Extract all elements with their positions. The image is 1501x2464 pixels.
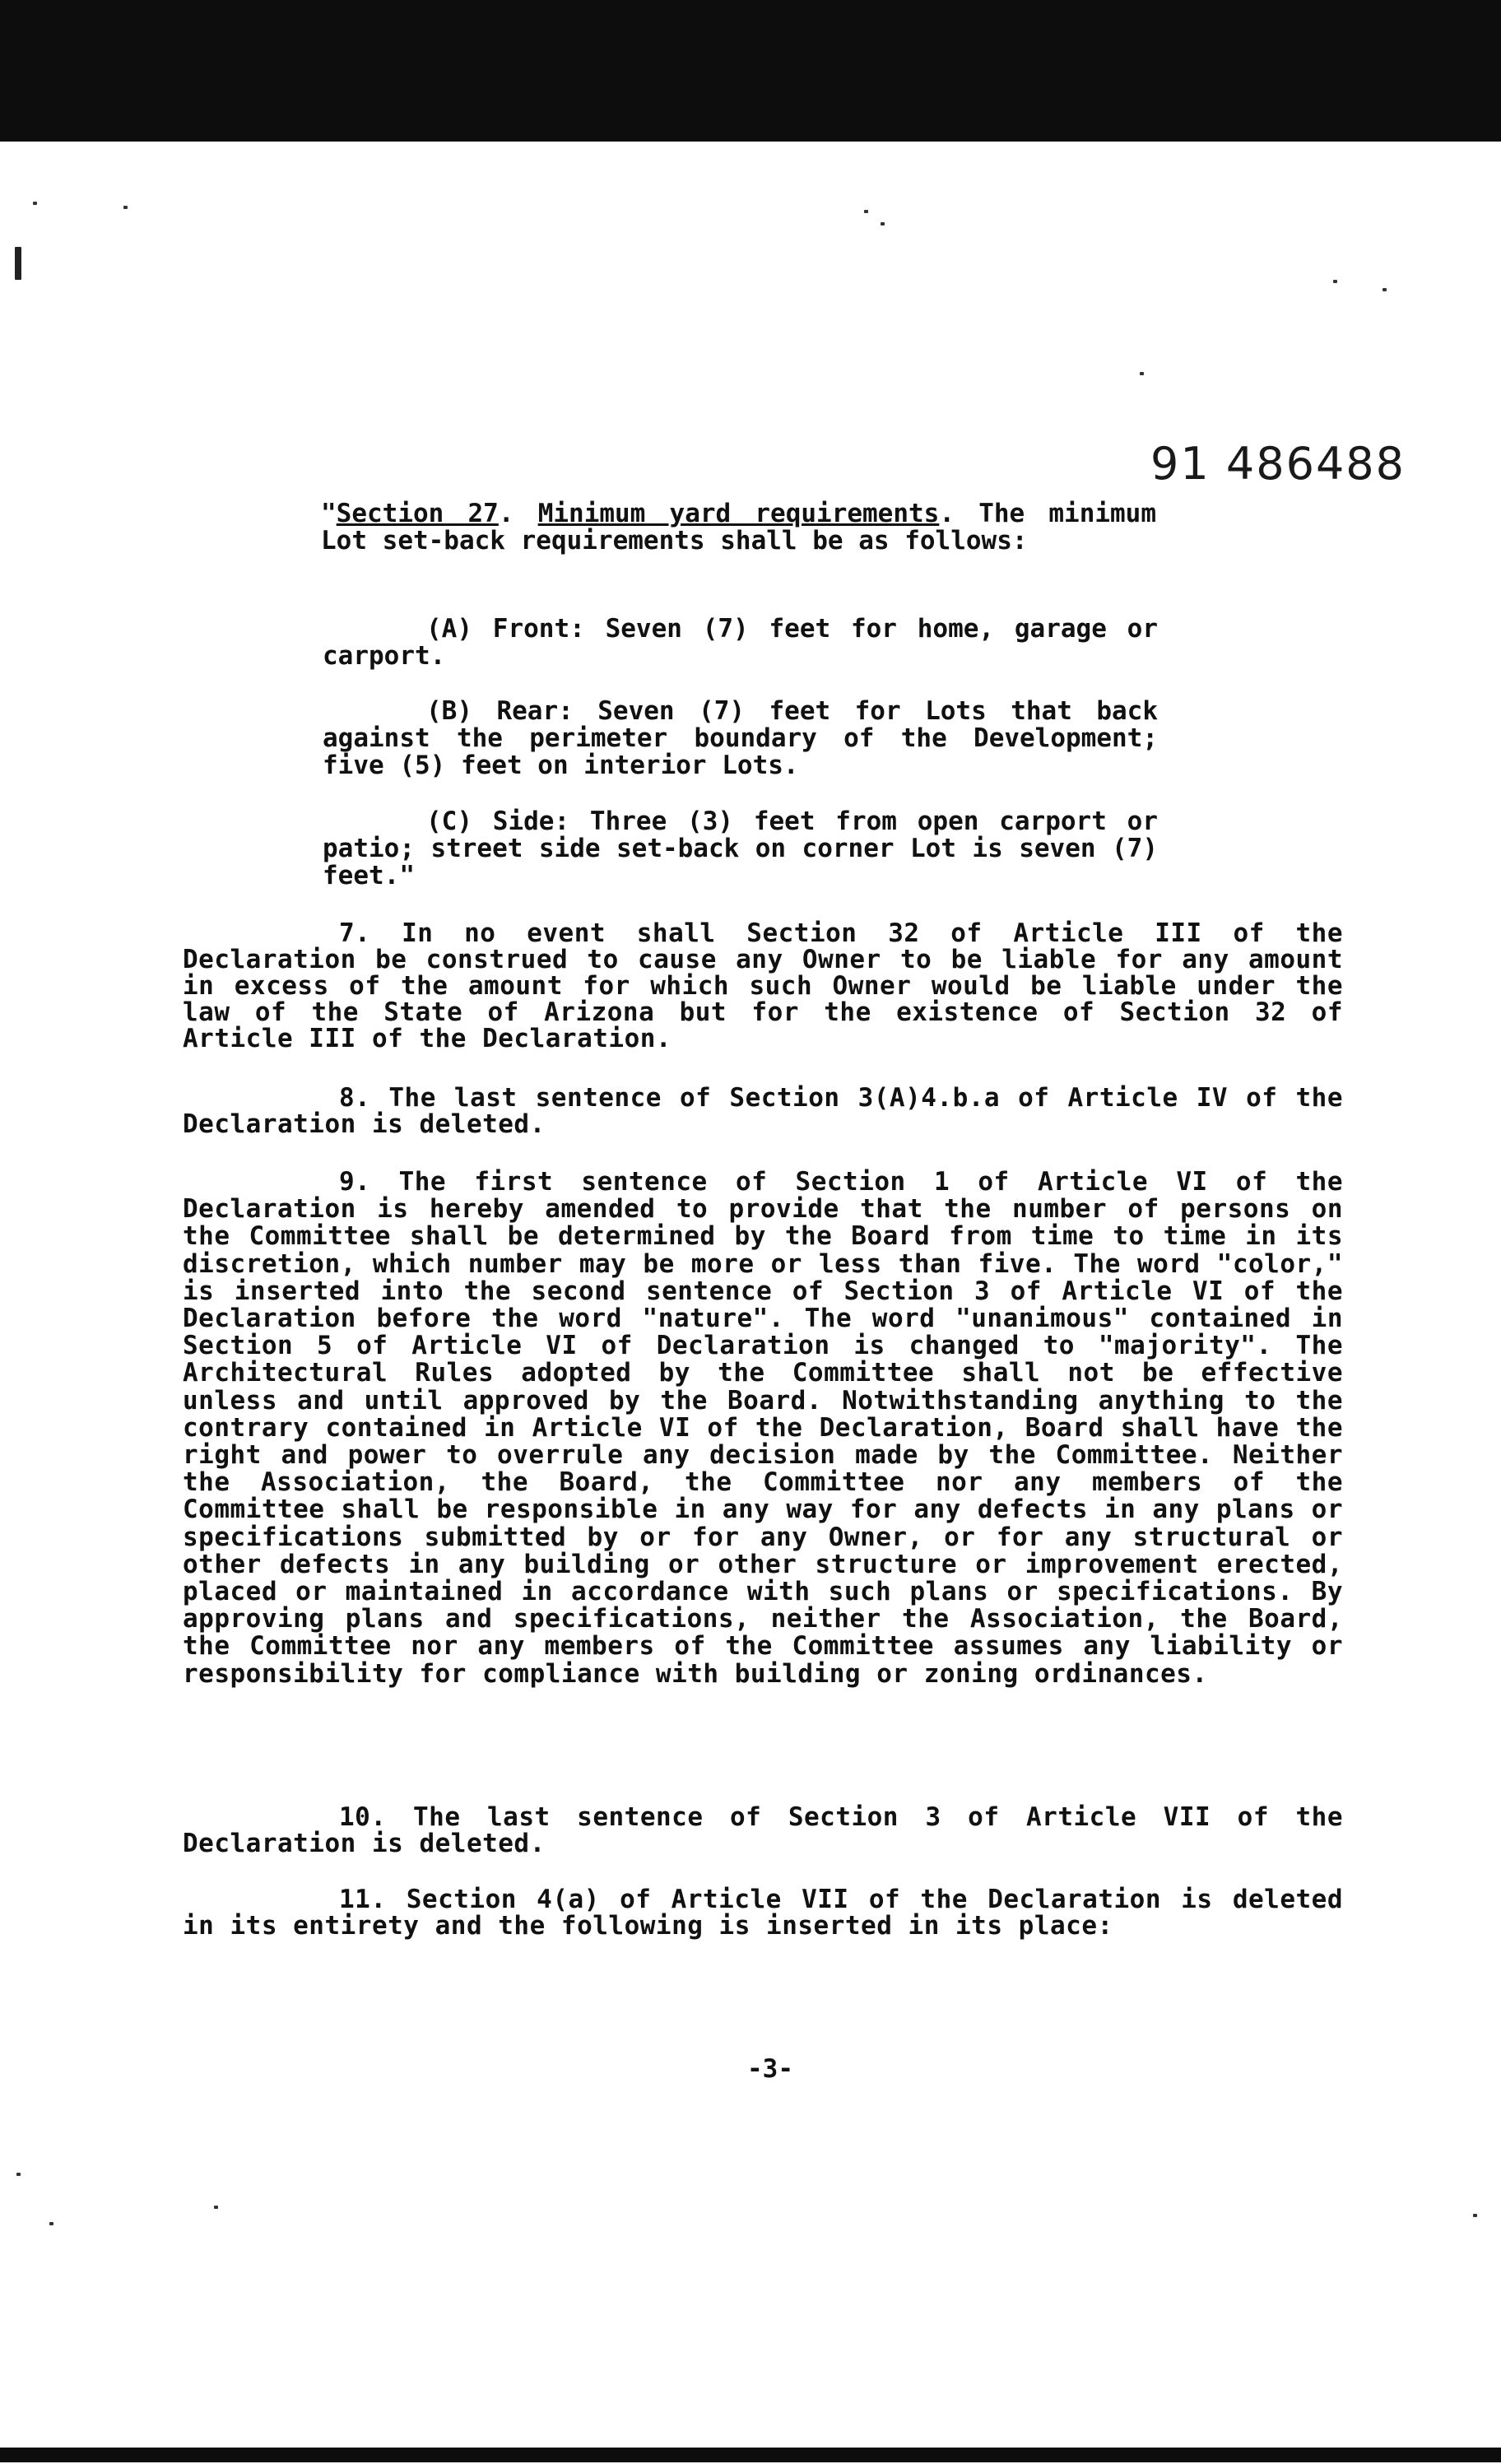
item-b: (B) Rear: Seven (7) feet for Lots that back against the perimeter boundary of the Development; five (5) feet on interior Lots.: [323, 696, 1158, 780]
scan-speck: [1382, 288, 1387, 291]
scan-speck: [1140, 372, 1144, 375]
heading-rest: . The minimum Lot set-back requirements shall be as follows:: [321, 499, 1157, 556]
scan-speck: [123, 206, 128, 209]
paragraph-8: 8. The last sentence of Section 3(A)4.b.a of Article IV of the Declaration is deleted.: [183, 1083, 1343, 1139]
paragraph-11: 11. Section 4(a) of Article VII of the Declaration is deleted in its entirety and the following is inserted in its place:: [183, 1885, 1343, 1941]
scan-speck: [1333, 280, 1337, 283]
scan-speck: [881, 222, 885, 225]
heading-quote: ": [321, 499, 337, 528]
item-a: (A) Front: Seven (7) feet for home, garage or carport.: [323, 614, 1158, 671]
item-c: (C) Side: Three (3) feet from open carport or patio; street side set-back on corner Lot is seven (7) feet.": [323, 807, 1158, 890]
scan-speck: [33, 202, 37, 205]
paragraph-10: 10. The last sentence of Section 3 of Article VII of the Declaration is deleted.: [183, 1802, 1343, 1858]
section-27-heading: [321, 500, 1156, 555]
paragraph-9: 9. The first sentence of Section 1 of Article VI of the Declaration is hereby amended to provide that the number of persons on the Committee shall be determined by the Board from time to time in its discretion, which number may be more or less than five. The word "color," is inserted into the second sentence of Section 3 of Article VI of the Declaration before the word "nature". The word "unanimous" contained in Section 5 of Article VI of Declaration is changed to "majority". The Architectural Rules adopted by the Committee shall not be effective unless and until approved by the Board. Notwithstanding anything to the contrary contained in Article VI of the Declaration, Board shall have the right and power to overrule any decision made by the Committee. Neither the Association, the Board, the Committee nor any members of the Committee shall be responsible in any way for any defects in any plans or specifications submitted by or for any Owner, or for any structural or other defects in any building or other structure or improvement erected, placed or maintained in accordance with such plans or specifications. By approving plans and specifications, neither the Association, the Board, the Committee nor any members of the Committee assumes any liability or responsibility for compliance with building or zoning ordinances.: [183, 1167, 1343, 1689]
page-number: -3-: [747, 2054, 793, 2084]
scan-speck: [16, 2173, 21, 2176]
scan-speck: [1473, 2214, 1477, 2217]
document-number: 91 486488: [1150, 438, 1406, 490]
scan-speck: [15, 247, 21, 280]
heading-dot: .: [498, 499, 538, 528]
scan-speck: [864, 210, 868, 213]
paragraph-7: 7. In no event shall Section 32 of Article III of the Declaration be construed to cause any Owner to be liable for any amount in excess of the amount for which such Owner would be liable under the law of the State of Arizona but for the existence of Section 32 of Article III of the Declaration.: [183, 918, 1343, 1053]
scan-top-border: [0, 0, 1501, 142]
scan-speck: [214, 2206, 218, 2209]
scan-bottom-border: [0, 2448, 1501, 2462]
heading-section: Section 27: [336, 499, 499, 528]
heading-title: Minimum yard requirements: [537, 499, 940, 528]
scan-speck: [49, 2222, 53, 2225]
